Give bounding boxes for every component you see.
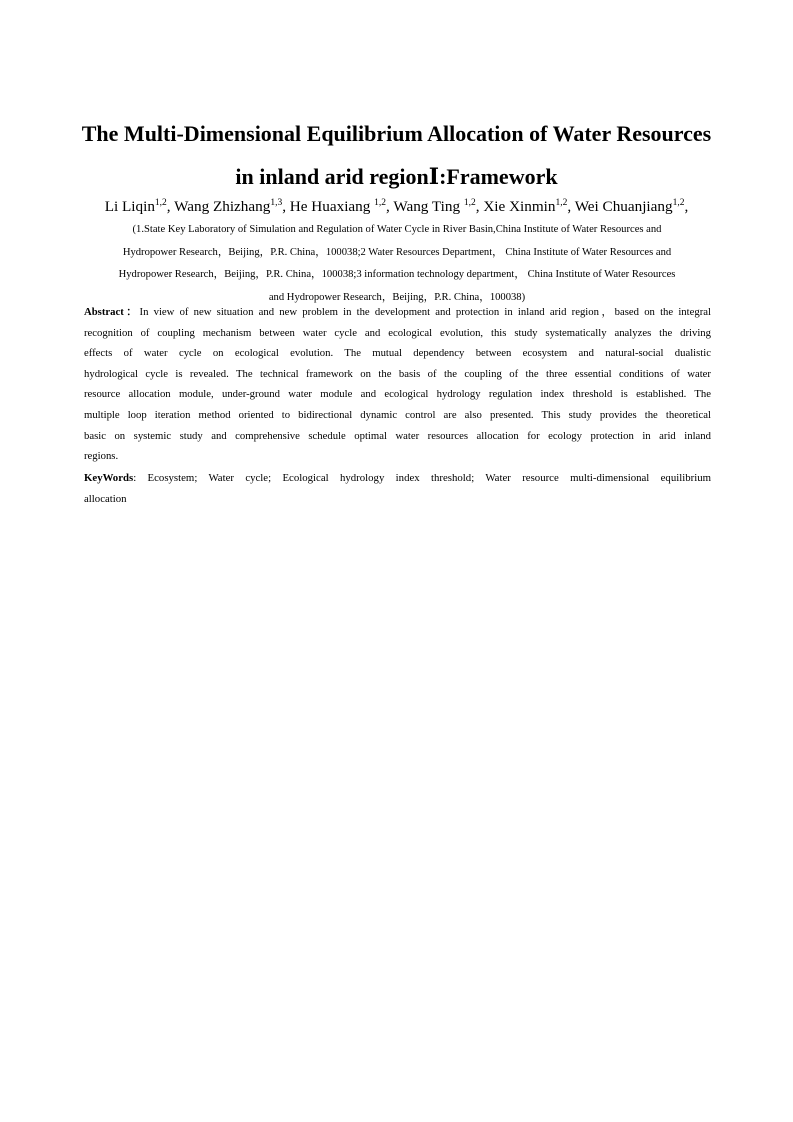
abstract [84,302,711,467]
affiliations [80,219,714,309]
author-name: Xie Xinmin [483,198,556,215]
abstract-line: hydrological cycle is revealed. The technical framework on the basis of the coupling of the three essential conditions of water [84,367,711,380]
keywords [84,468,711,509]
paper-title-line-1: The Multi-Dimensional Equilibrium Allocation of Water Resources [81,121,712,146]
author-affiliation-mark: 1,3 [270,198,283,208]
abstract-line: basic on systemic study and comprehensive schedule optimal water resources allocation for ecology protection in arid inland [84,429,711,442]
author-list [40,197,753,217]
abstract-line [84,302,711,323]
abstract-label-separator: ： [123,306,140,318]
affiliation-line: Hydropower Research，Beijing，P.R. China，100038;3 information technology department， China Institute of Water Resources [118,269,676,280]
affiliation-line: (1.State Key Laboratory of Simulation and Regulation of Water Cycle in River Basin,China Institute of Water Resources and [132,224,662,235]
abstract-line: resource allocation module, under-ground water module and ecological hydrology regulation index threshold is established. The [84,388,711,401]
author-separator: , [282,198,290,215]
author-affiliation-mark: 1,2 [374,198,387,208]
author-name: Wang Zhizhang [174,198,271,215]
abstract-line: regions. [84,450,119,463]
author-affiliation-mark: 1,2 [672,198,685,208]
author-separator: , [166,198,175,215]
keywords-line: allocation [84,492,127,505]
author-name: Wang Ting [393,198,464,215]
affiliation-line: Hydropower Research，Beijing，P.R. China，100038;2 Water Resources Department， China Institute of Water Resources and [122,246,672,258]
keywords-label-separator: : [133,472,148,484]
author-name: Wei Chuanjiang [574,198,673,215]
abstract-line: multiple loop iteration method oriented to bidirectional dynamic control are also presented. This study provides the theoretical [84,408,711,421]
abstract-line: effects of water cycle on ecological evolution. The mutual dependency between ecosystem and natural-social dualistic [84,347,711,360]
author-separator: , [386,198,394,215]
author-name: He Huaxiang [289,198,375,215]
abstract-line: recognition of coupling mechanism between water cycle and ecological evolution, this study systematically analyzes the driving [84,326,711,339]
paper-title-line-2: in inland arid regionⅠ:Framework [235,164,558,189]
author-trailing-comma: , [684,198,689,215]
author-affiliation-mark: 1,2 [463,198,476,208]
author-separator: , [567,198,575,215]
abstract-text: In view of new situation and new problem in the development and protection in inland arid region，based on the integral [139,306,711,318]
author-separator: , [475,198,484,215]
keywords-line [84,468,711,489]
keywords-label: KeyWords [84,472,134,484]
author-affiliation-mark: 1,2 [154,198,167,208]
author-name: Li Liqin [104,198,155,215]
author-affiliation-mark: 1,2 [555,198,568,208]
affiliation-line: and Hydropower Research，Beijing，P.R. China，100038) [268,291,526,303]
abstract-label: Abstract [84,306,124,318]
keywords-text: Ecosystem; Water cycle; Ecological hydrology index threshold; Water resource multi-dimensional equilibrium [147,472,712,484]
